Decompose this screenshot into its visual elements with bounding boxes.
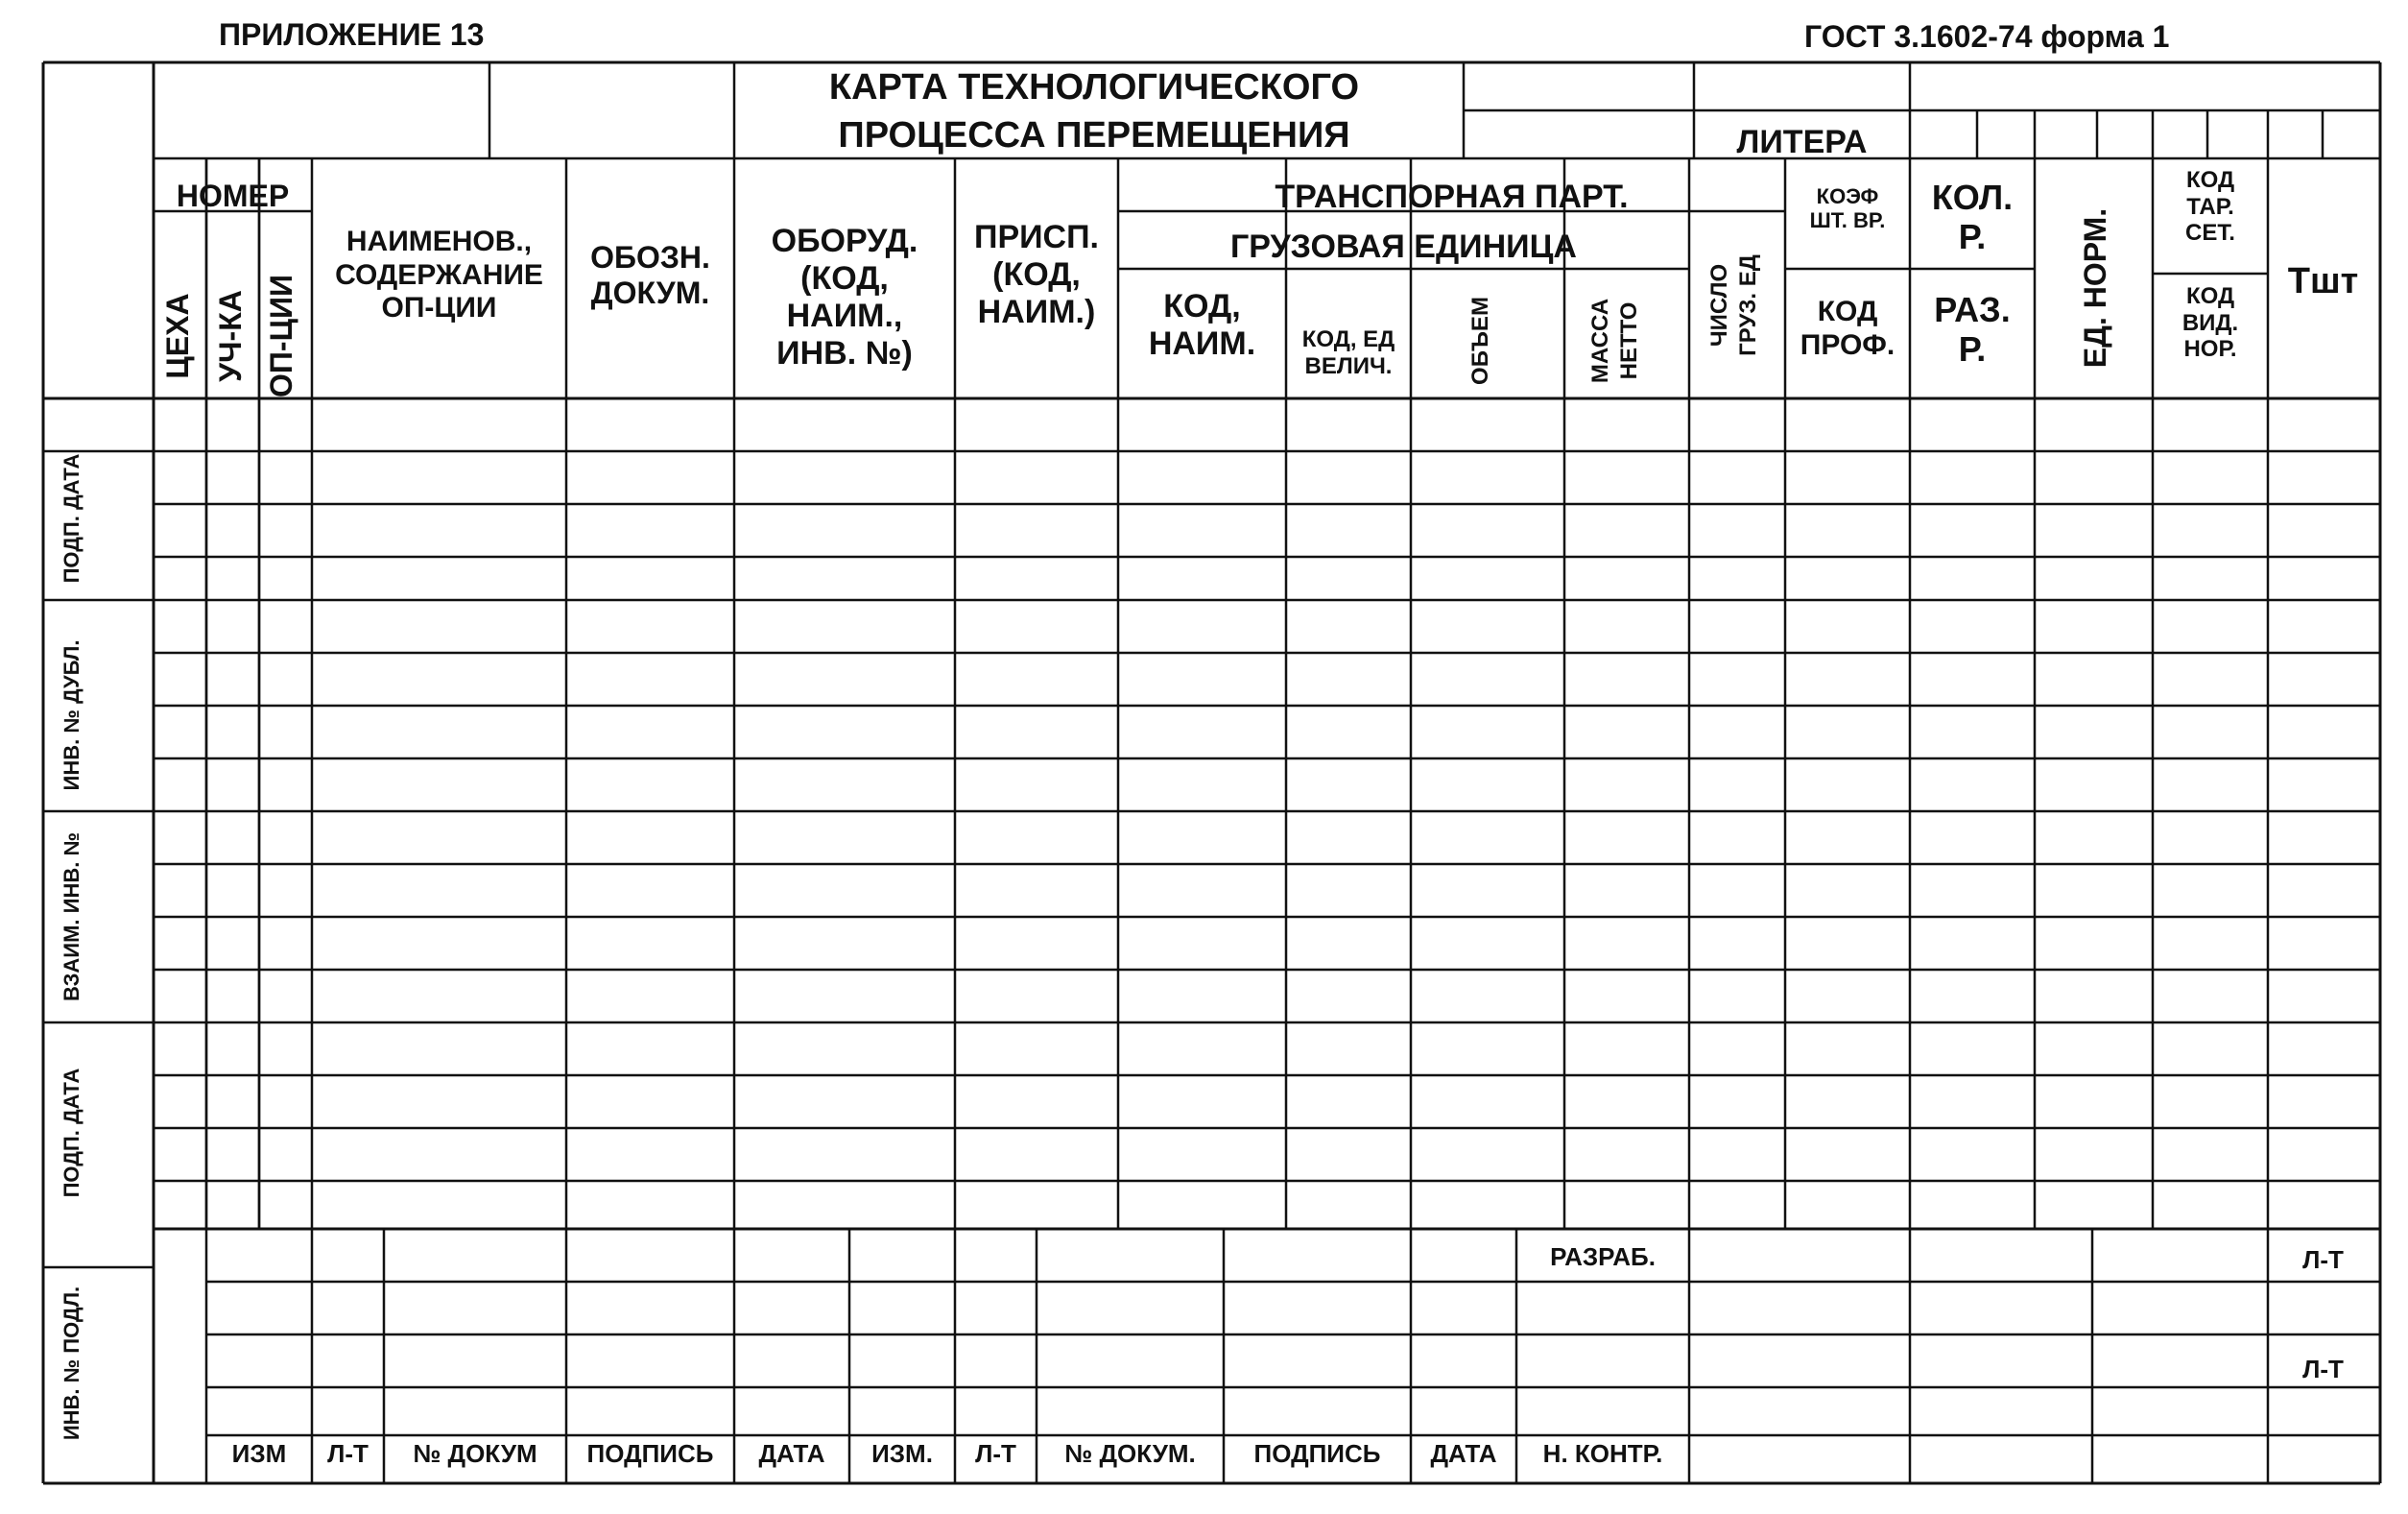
card-title-line2: ПРОЦЕССА ПЕРЕМЕЩЕНИЯ [838,115,1350,156]
oborud-header: ОБОРУД. (КОД, НАИМ., ИНВ. №) [771,223,918,372]
nomer-header: НОМЕР [176,179,290,213]
footer-data2: ДАТА [1430,1439,1497,1468]
footer-podpis2: ПОДПИСЬ [1253,1439,1381,1468]
footer-l-t: Л-Т [327,1439,369,1468]
litera-label: ЛИТЕРА [1736,124,1868,160]
footer-podpis: ПОДПИСЬ [586,1439,714,1468]
kod-prof-header: КОД ПРОФ. [1800,296,1895,361]
kod-vid-nor-header: КОД ВИД. НОР. [2182,283,2239,363]
footer-data: ДАТА [758,1439,825,1468]
gost-label: ГОСТ 3.1602-74 форма 1 [1804,19,2170,54]
kod-naim-header: КОД, НАИМ. [1148,288,1256,363]
side-label-inv-podl: ИНВ. № ПОДЛ. [60,1286,83,1441]
op-tsii-header: ОП-ЦИИ [264,275,298,397]
footer-lt-right-2: Л-Т [2302,1355,2344,1383]
side-label-inv-dubl: ИНВ. № ДУБЛ. [60,639,83,791]
footer-l-t2: Л-Т [975,1439,1016,1468]
oboz-header: ОБОЗН. ДОКУМ. [590,240,710,310]
tseha-header: ЦЕХА [160,293,195,379]
naimen-header: НАИМЕНОВ., СОДЕРЖАНИЕ ОП-ЦИИ [335,226,543,324]
footer-n-kontr: Н. КОНТР. [1542,1439,1663,1468]
koef-header: КОЭФ ШТ. ВР. [1809,184,1886,233]
obem-header: ОБЪЕМ [1467,297,1493,385]
gruz-ed-header: ГРУЗОВАЯ ЕДИНИЦА [1230,228,1577,265]
side-label-vzaim-inv: ВЗАИМ. ИНВ. № [60,832,83,1001]
uch-ka-header: УЧ-КА [213,290,248,382]
kod-ed-velich-header: КОД, ЕД ВЕЛИЧ. [1301,326,1395,379]
footer-n-dokum: № ДОКУМ [413,1439,537,1468]
raz-r-header: РАЗ. Р. [1934,290,2011,370]
chislo-gruz-header-1: ЧИСЛО [1706,263,1732,348]
ed-norm-header: ЕД. НОРМ. [2078,207,2112,369]
massa-netto-header-2: НЕТТО [1616,301,1642,380]
footer-izm2: ИЗМ. [871,1439,933,1468]
prisp-header: ПРИСП. (КОД, НАИМ.) [974,219,1099,331]
side-label-podp-data-2: ПОДП. ДАТА [60,1068,83,1198]
transp-part-header: ТРАНСПОРНАЯ ПАРТ. [1275,179,1629,215]
side-label-podp-data-1: ПОДП. ДАТА [60,453,83,584]
tsht-header: Тшт [2287,261,2359,301]
massa-netto-header-1: МАССА [1587,298,1613,384]
footer-razrab: РАЗРАБ. [1550,1242,1656,1271]
kod-tar-set-header: КОД ТАР. СЕТ. [2185,167,2235,247]
kol-r-header: КОЛ. Р. [1931,178,2014,257]
footer-n-dokum2: № ДОКУМ. [1064,1439,1196,1468]
appendix-label: ПРИЛОЖЕНИЕ 13 [219,17,485,52]
footer-lt-right-1: Л-Т [2302,1245,2344,1274]
card-title-line1: КАРТА ТЕХНОЛОГИЧЕСКОГО [828,67,1360,108]
chislo-gruz-header-2: ГРУЗ. ЕД [1735,254,1761,356]
footer-izm: ИЗМ [231,1439,287,1468]
